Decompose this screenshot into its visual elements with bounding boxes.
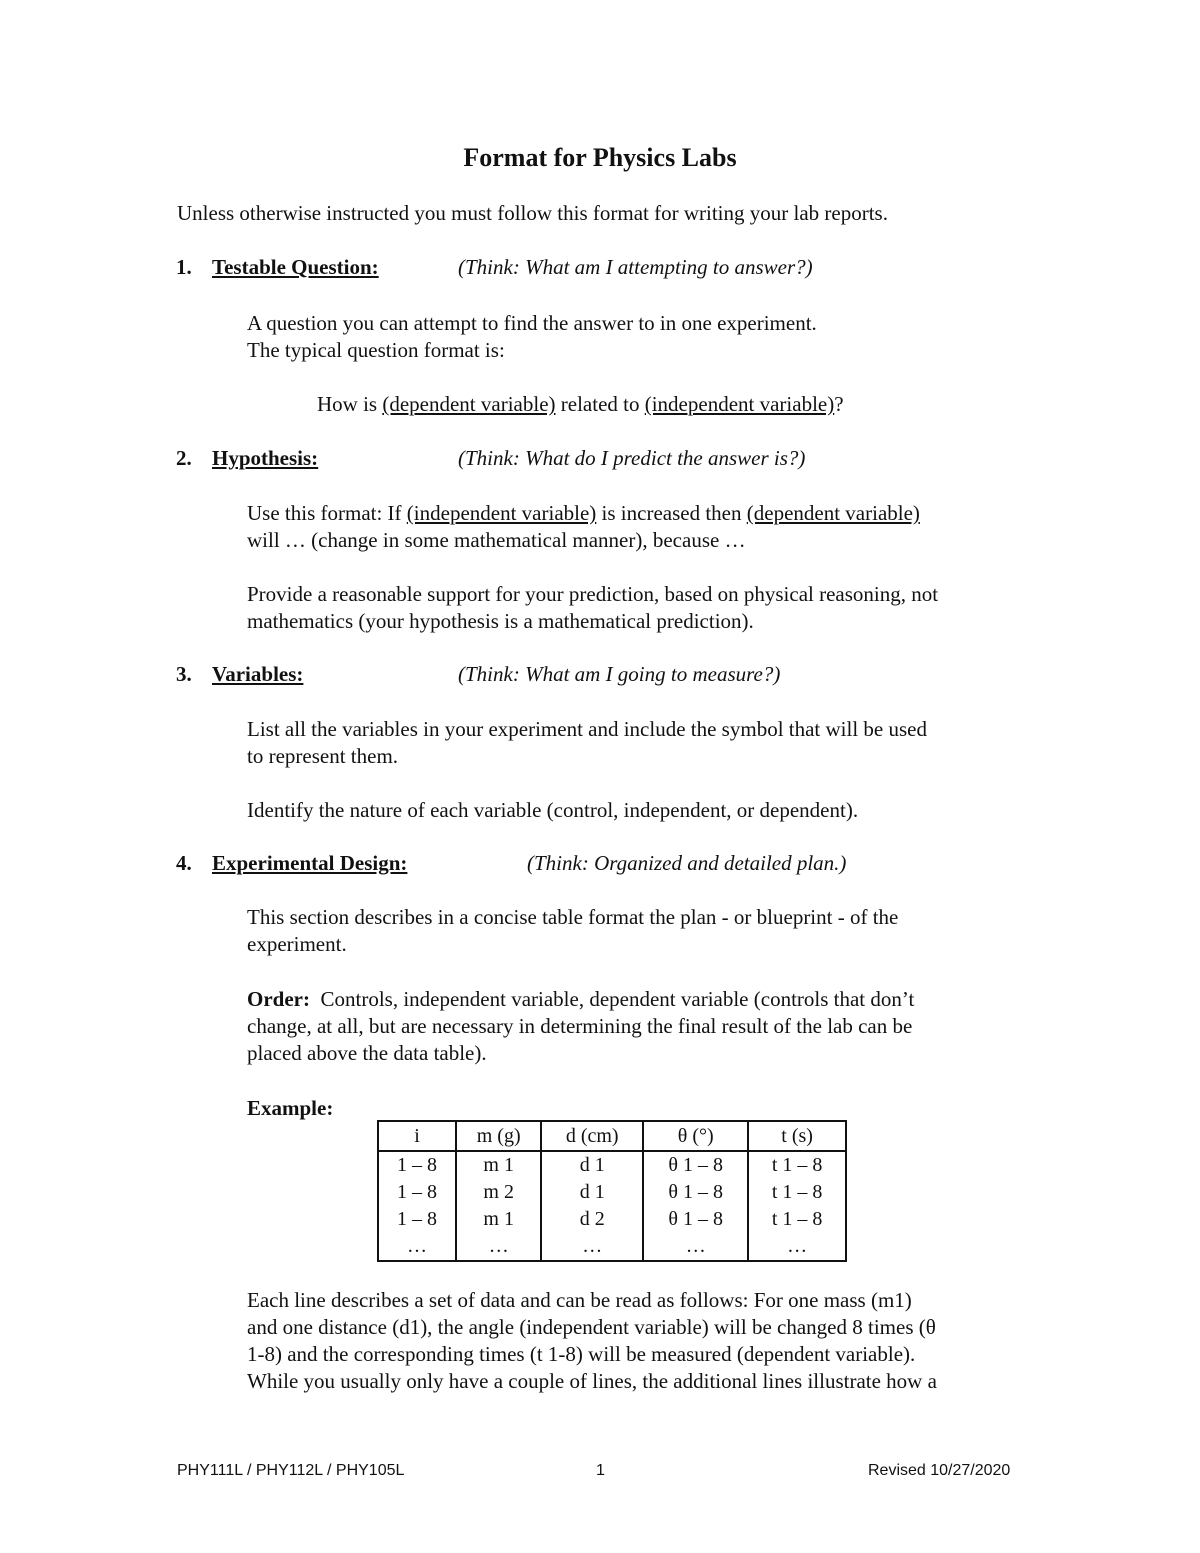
section-title: Testable Question:	[212, 255, 379, 279]
table-cell: m 1	[456, 1151, 541, 1179]
table-cell: 1 – 8	[378, 1151, 456, 1179]
table-header: m (g)	[456, 1121, 541, 1151]
dependent-variable-placeholder: (dependent variable)	[382, 392, 556, 416]
table-cell: …	[456, 1233, 541, 1261]
paragraph-line: change, at all, but are necessary in determining the final result of the lab can be	[247, 1014, 913, 1038]
section-think-prompt: (Think: What do I predict the answer is?)	[458, 446, 806, 470]
format-prefix: Use this format: If	[247, 501, 407, 525]
question-prefix: How is	[317, 392, 383, 416]
section-title: Variables:	[212, 662, 304, 686]
dependent-variable-placeholder: (dependent variable)	[746, 501, 920, 525]
table-cell: θ 1 – 8	[643, 1206, 748, 1233]
paragraph-line: placed above the data table).	[247, 1041, 487, 1065]
table-cell: t 1 – 8	[748, 1206, 846, 1233]
example-table	[377, 1120, 847, 1262]
independent-variable-placeholder: (independent variable)	[406, 501, 597, 525]
paragraph-line: List all the variables in your experiment and include the symbol that will be used	[247, 717, 927, 741]
table-cell: θ 1 – 8	[643, 1179, 748, 1206]
table-cell: m 1	[456, 1206, 541, 1233]
section-number: 2.	[176, 446, 192, 470]
table-row	[378, 1233, 846, 1261]
footer-revised-date: Revised 10/27/2020	[868, 1462, 1011, 1479]
paragraph-line: will … (change in some mathematical manner), because …	[247, 528, 746, 552]
question-format	[317, 391, 844, 418]
table-header: θ (°)	[643, 1121, 748, 1151]
table-header: d (cm)	[541, 1121, 643, 1151]
table-header: i	[378, 1121, 456, 1151]
paragraph-line: Identify the nature of each variable (control, independent, or dependent).	[247, 798, 859, 822]
page-number: 1	[596, 1462, 605, 1479]
order-paragraph-line	[247, 986, 914, 1013]
independent-variable-placeholder: (independent variable)	[644, 392, 835, 416]
section-think-prompt: (Think: Organized and detailed plan.)	[527, 851, 847, 875]
format-mid: is increased then	[596, 501, 747, 525]
table-cell: θ 1 – 8	[643, 1151, 748, 1179]
table-header-row	[378, 1121, 846, 1151]
table-cell: …	[541, 1233, 643, 1261]
example-label: Example:	[247, 1096, 334, 1120]
table-cell: …	[643, 1233, 748, 1261]
table-cell: 1 – 8	[378, 1179, 456, 1206]
paragraph-line: This section describes in a concise table format the plan - or blueprint - of the	[247, 905, 899, 929]
question-mid: related to	[555, 392, 645, 416]
section-think-prompt: (Think: What am I going to measure?)	[458, 662, 781, 686]
paragraph-line: Each line describes a set of data and can be read as follows: For one mass (m1)	[247, 1288, 912, 1312]
paragraph-line: While you usually only have a couple of lines, the additional lines illustrate how a	[247, 1369, 937, 1393]
table-cell: 1 – 8	[378, 1206, 456, 1233]
hypothesis-format	[247, 500, 920, 527]
table-cell: d 2	[541, 1206, 643, 1233]
section-number: 3.	[176, 662, 192, 686]
paragraph-line: experiment.	[247, 932, 347, 956]
section-title: Experimental Design:	[212, 851, 408, 875]
intro-text: Unless otherwise instructed you must follow this format for writing your lab reports.	[177, 201, 888, 225]
section-number: 1.	[176, 255, 192, 279]
paragraph-line: to represent them.	[247, 744, 399, 768]
table-header: t (s)	[748, 1121, 846, 1151]
table-cell: d 1	[541, 1151, 643, 1179]
order-text: Controls, independent variable, dependent variable (controls that don’t	[309, 987, 915, 1011]
table-cell: …	[378, 1233, 456, 1261]
table-row	[378, 1179, 846, 1206]
page-title: Format for Physics Labs	[463, 143, 737, 172]
table-cell: t 1 – 8	[748, 1179, 846, 1206]
paragraph-line: A question you can attempt to find the answer to in one experiment.	[247, 311, 817, 335]
section-title: Hypothesis:	[212, 446, 319, 470]
table-cell: d 1	[541, 1179, 643, 1206]
table-row	[378, 1206, 846, 1233]
section-number: 4.	[176, 851, 192, 875]
order-label: Order:	[247, 987, 310, 1011]
table-cell: t 1 – 8	[748, 1151, 846, 1179]
footer-course-codes: PHY111L / PHY112L / PHY105L	[177, 1462, 405, 1479]
paragraph-line: 1-8) and the corresponding times (t 1-8) will be measured (dependent variable).	[247, 1342, 916, 1366]
table-cell: …	[748, 1233, 846, 1261]
paragraph-line: The typical question format is:	[247, 338, 505, 362]
question-end: ?	[834, 392, 844, 416]
section-think-prompt: (Think: What am I attempting to answer?)	[458, 255, 813, 279]
table-row	[378, 1151, 846, 1179]
paragraph-line: mathematics (your hypothesis is a mathematical prediction).	[247, 609, 754, 633]
table-cell: m 2	[456, 1179, 541, 1206]
paragraph-line: Provide a reasonable support for your prediction, based on physical reasoning, not	[247, 582, 939, 606]
paragraph-line: and one distance (d1), the angle (independent variable) will be changed 8 times (θ	[247, 1315, 936, 1339]
